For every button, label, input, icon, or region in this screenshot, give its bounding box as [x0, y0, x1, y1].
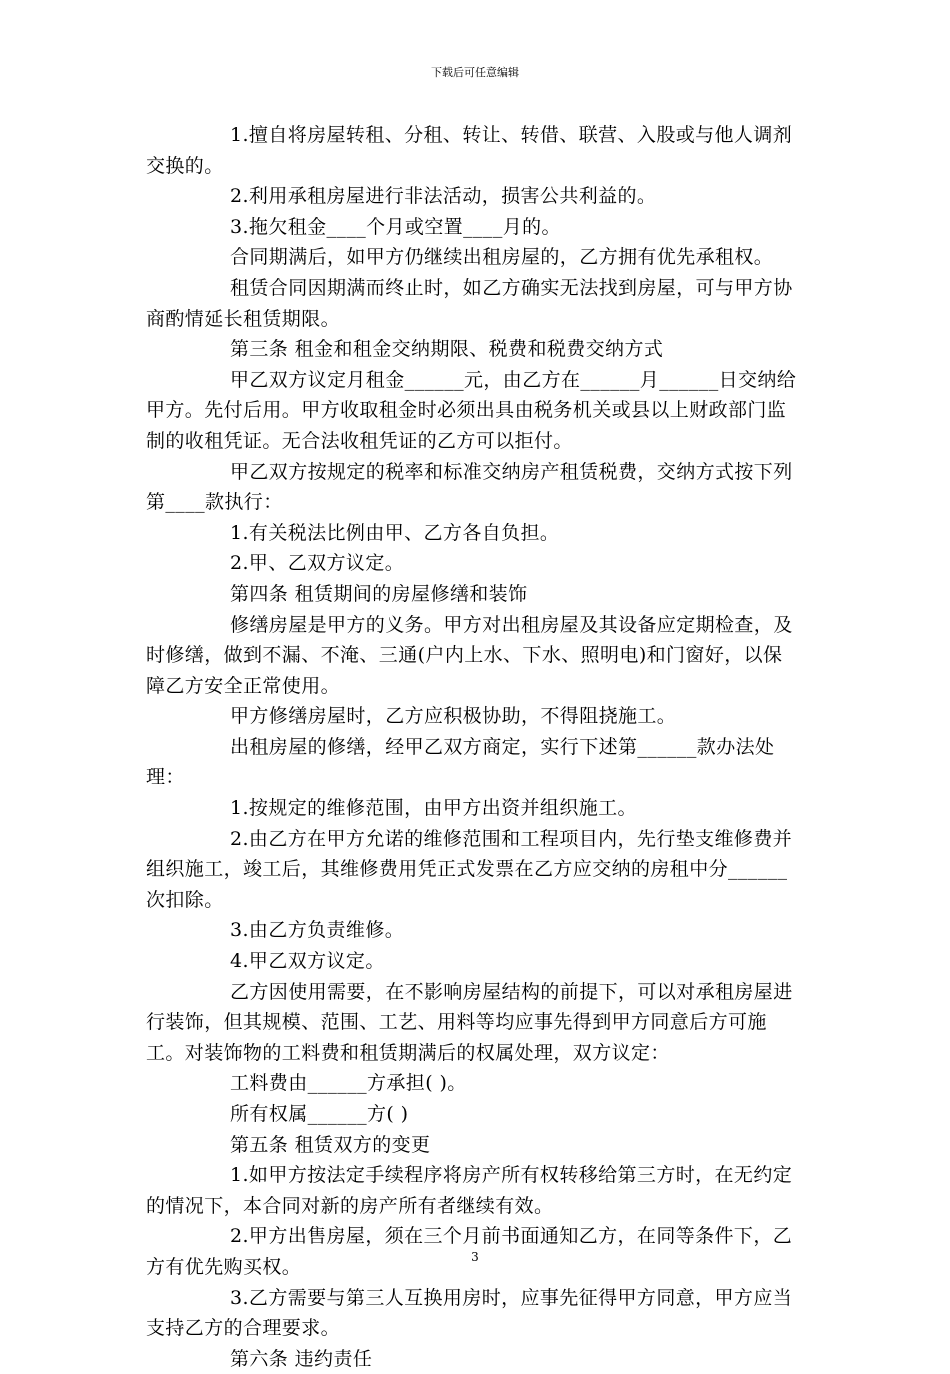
paragraph: 2.甲、乙双方议定。: [230, 552, 405, 575]
paragraph: 出租房屋的修缮，经甲乙双方商定，实行下述第______款办法处理：: [146, 735, 775, 789]
paragraph: 2.利用承租房屋进行非法活动，损害公共利益的。: [230, 185, 657, 208]
paragraph: 3.由乙方负责维修。: [230, 919, 405, 942]
paragraph: 乙方因使用需要，在不影响房屋结构的前提下，可以对承租房屋进行装饰，但其规模、范围、工艺、用料等均应事先得到甲方同意后方可施工。对装饰物的工料费和租赁期满后的权属处理，双方议定：: [146, 980, 793, 1064]
paragraph: 修缮房屋是甲方的义务。甲方对出租房屋及其设备应定期检查，及时修缮，做到不漏、不淹、三通(户内上水、下水、照明电)和门窗好，以保障乙方安全正常使用。: [146, 613, 793, 697]
paragraph: 1.擅自将房屋转租、分租、转让、转借、联营、入股或与他人调剂交换的。: [146, 124, 793, 177]
paragraph: 甲乙双方议定月租金______元，由乙方在______月______日交纳给甲方。先付后用。甲方收取租金时必须出具由税务机关或县以上财政部门监制的收租凭证。无合法收租凭证的乙方可以拒付。: [146, 368, 797, 452]
paragraph: 工料费由______方承担( )。: [230, 1072, 467, 1095]
document-body: [146, 120, 798, 1374]
section-heading: 第六条 违约责任: [230, 1347, 373, 1370]
page-number: 3: [471, 1250, 479, 1264]
section-heading: 第五条 租赁双方的变更: [230, 1133, 431, 1156]
paragraph: 甲乙双方按规定的税率和标准交纳房产租赁税费，交纳方式按下列第____款执行：: [146, 460, 793, 514]
paragraph: 租赁合同因期满而终止时，如乙方确实无法找到房屋，可与甲方协商酌情延长租赁期限。: [146, 276, 793, 330]
section-heading: 第四条 租赁期间的房屋修缮和装饰: [230, 582, 528, 605]
paragraph: 1.有关税法比例由甲、乙方各自负担。: [230, 521, 560, 544]
paragraph: 3.拖欠租金____个月或空置____月的。: [230, 215, 561, 238]
paragraph: 所有权属______方( ): [230, 1103, 409, 1125]
paragraph: 合同期满后，如甲方仍继续出租房屋的，乙方拥有优先承租权。: [230, 246, 774, 269]
paragraph: 1.如甲方按法定手续程序将房产所有权转移给第三方时，在无约定的情况下，本合同对新的房产所有者继续有效。: [146, 1164, 793, 1217]
paragraph: 2.由乙方在甲方允诺的维修范围和工程项目内，先行垫支维修费并组织施工，竣工后，其维修费用凭正式发票在乙方应交纳的房租中分______次扣除。: [146, 827, 793, 911]
paragraph: 甲方修缮房屋时，乙方应积极协助，不得阻挠施工。: [230, 705, 677, 728]
section-heading: 第三条 租金和租金交纳期限、税费和税费交纳方式: [230, 338, 664, 361]
paragraph: 1.按规定的维修范围，由甲方出资并组织施工。: [230, 797, 637, 820]
paragraph: 3.乙方需要与第三人互换用房时，应事先征得甲方同意，甲方应当支持乙方的合理要求。: [146, 1286, 793, 1340]
paragraph: 4.甲乙双方议定。: [230, 950, 385, 973]
paragraph: 2.甲方出售房屋，须在三个月前书面通知乙方，在同等条件下，乙方有优先购买权。: [146, 1225, 793, 1278]
page-header: 下载后可任意编辑: [431, 66, 519, 79]
